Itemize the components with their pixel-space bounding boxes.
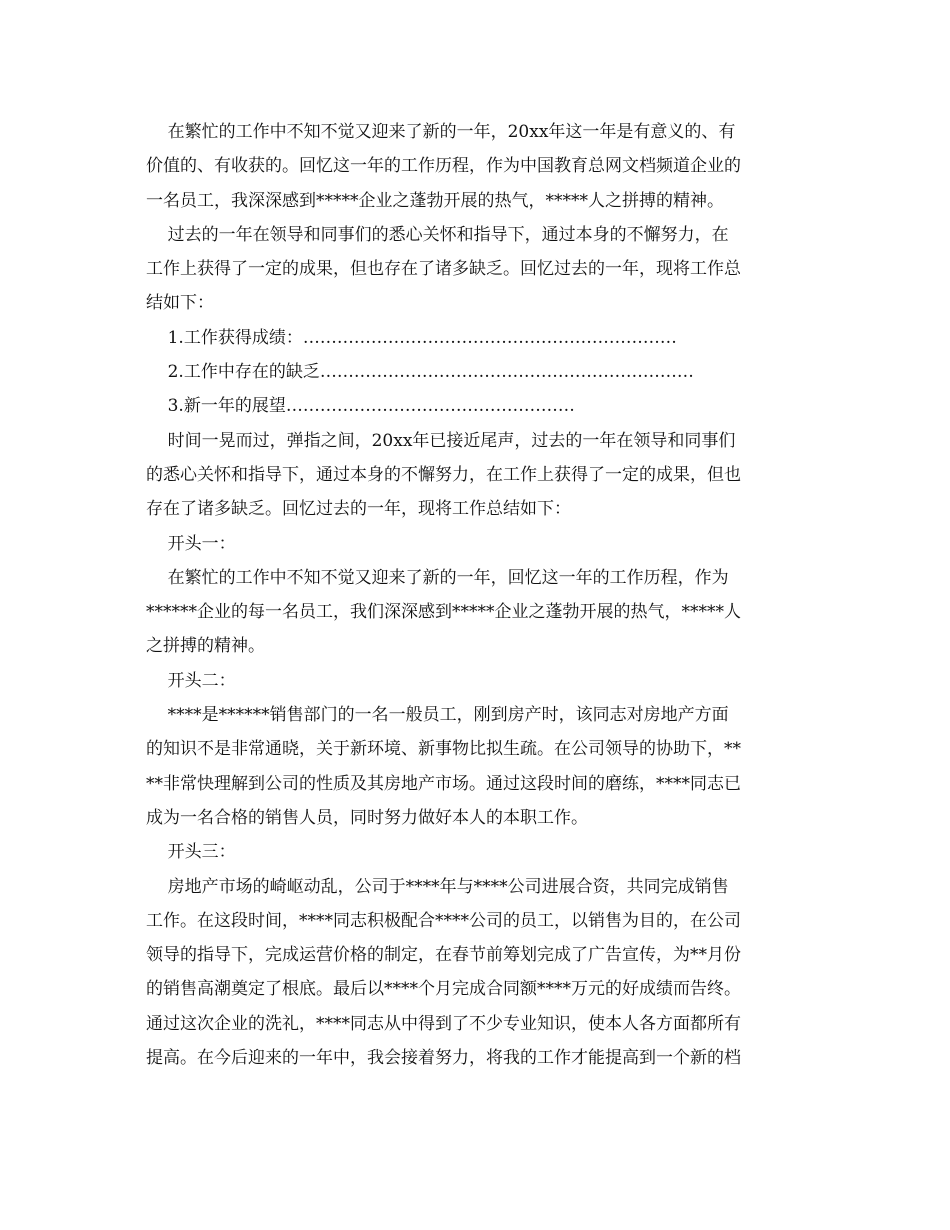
list-item: 3.新一年的展望…………………………………………… — [146, 396, 575, 417]
text-line: **非常快理解到公司的性质及其房地产市场。通过这段时间的磨练，****同志已 — [146, 773, 741, 794]
text-line: 工作上获得了一定的成果，但也存在了诸多缺乏。回忆过去的一年，现将工作总 — [146, 259, 741, 280]
text-line: 提高。在今后迎来的一年中，我会接着努力，将我的工作才能提高到一个新的档 — [146, 1048, 741, 1069]
text-line: ****是******销售部门的一名一般员工，刚到房产时，该同志对房地产方面 — [146, 705, 729, 726]
document-body — [146, 115, 806, 1075]
text-line: 的悉心关怀和指导下，通过本身的不懈努力，在工作上获得了一定的成果，但也 — [146, 464, 741, 485]
text-line: 在繁忙的工作中不知不觉又迎来了新的一年，20xx年这一年是有意义的、有 — [146, 122, 736, 142]
text-line: 的知识不是非常通晓，关于新环境、新事物比拟生疏。在公司领导的协助下，** — [146, 739, 741, 760]
text-line: 价值的、有收获的。回忆这一年的工作历程，作为中国教育总网文档频道企业的 — [146, 156, 741, 177]
text-line: 成为一名合格的销售人员，同时努力做好本人的本职工作。 — [146, 807, 588, 828]
section-heading: 开头一： — [146, 533, 236, 554]
text-line: 存在了诸多缺乏。回忆过去的一年，现将工作总结如下： — [146, 499, 571, 520]
text-line: ******企业的每一名员工，我们深深感到*****企业之蓬勃开展的热气，*****人 — [146, 602, 741, 623]
text-line: 领导的指导下，完成运营价格的制定，在春节前筹划完成了广告宣传，为**月份 — [146, 945, 741, 966]
text-line: 一名员工，我深深感到*****企业之蓬勃开展的热气，*****人之拼搏的精神。 — [146, 190, 724, 211]
text-line: 之拼搏的精神。 — [146, 636, 265, 657]
section-heading: 开头三： — [146, 842, 236, 863]
text-line: 房地产市场的崎岖动乱，公司于****年与****公司进展合资，共同完成销售 — [146, 876, 729, 897]
text-line: 通过这次企业的洗礼，****同志从中得到了不少专业知识，使本人各方面都所有 — [146, 1013, 741, 1034]
text-line: 工作。在这段时间，****同志积极配合****公司的员工，以销售为目的，在公司 — [146, 910, 741, 931]
text-line: 时间一晃而过，弹指之间，20xx年已接近尾声，过去的一年在领导和同事们 — [146, 430, 736, 451]
text-line: 在繁忙的工作中不知不觉又迎来了新的一年，回忆这一年的工作历程，作为 — [146, 567, 729, 588]
list-item: 2.工作中存在的缺乏………………………………………………………… — [146, 362, 694, 383]
list-item: 1.工作获得成绩：………………………………………………………… — [146, 327, 677, 348]
text-line: 结如下： — [146, 293, 214, 314]
section-heading: 开头二： — [146, 670, 236, 691]
text-line: 过去的一年在领导和同事们的悉心关怀和指导下，通过本身的不懈努力，在 — [146, 224, 729, 245]
text-line: 的销售高潮奠定了根底。最后以****个月完成合同额****万元的好成绩而告终。 — [146, 979, 741, 1000]
